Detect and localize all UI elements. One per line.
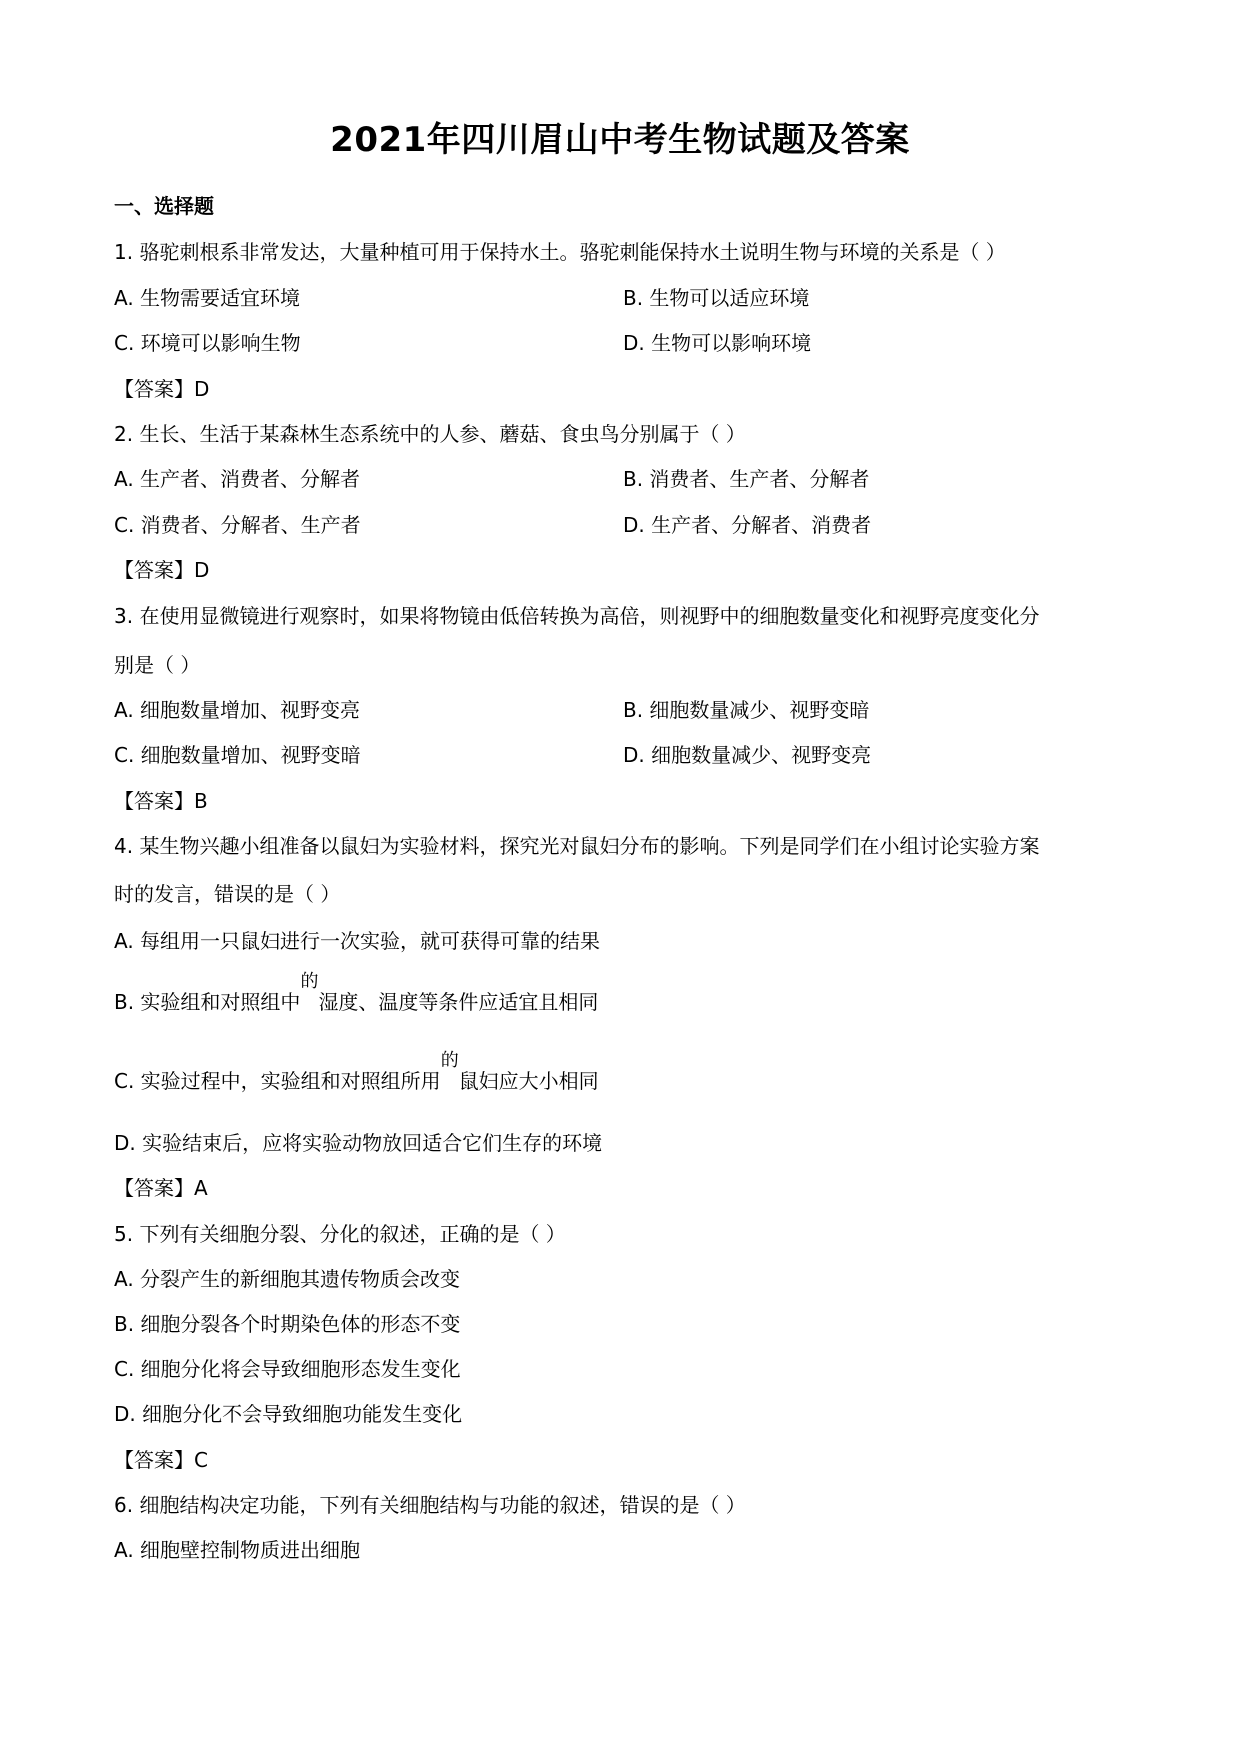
section-heading: 一、选择题 xyxy=(114,194,214,218)
question-1-answer: 【答案】D xyxy=(114,377,210,401)
question-2-option-a: A. 生产者、消费者、分解者 xyxy=(114,467,361,491)
question-2-answer: 【答案】D xyxy=(114,558,210,582)
question-4-option-b xyxy=(114,971,599,1014)
question-3-option-c: C. 细胞数量增加、视野变暗 xyxy=(114,743,361,767)
question-4-option-c xyxy=(114,1050,599,1093)
question-4-option-b-part-1: B. 实验组和对照组中 xyxy=(114,990,301,1014)
question-1-option-c: C. 环境可以影响生物 xyxy=(114,331,301,355)
question-5-option-d: D. 细胞分化不会导致细胞功能发生变化 xyxy=(114,1402,463,1426)
question-3-answer: 【答案】B xyxy=(114,789,208,813)
question-5-stem: 5. 下列有关细胞分裂、分化的叙述，正确的是（ ） xyxy=(114,1222,566,1246)
question-1-option-a: A. 生物需要适宜环境 xyxy=(114,286,301,310)
question-2-option-b: B. 消费者、生产者、分解者 xyxy=(623,467,870,491)
question-4-answer: 【答案】A xyxy=(114,1176,208,1200)
question-4-option-c-part-1: C. 实验过程中，实验组和对照组所用 xyxy=(114,1069,441,1093)
question-1-option-d: D. 生物可以影响环境 xyxy=(623,331,812,355)
question-3-stem-line-2: 别是（ ） xyxy=(114,653,201,677)
question-6-option-a: A. 细胞壁控制物质进出细胞 xyxy=(114,1538,361,1562)
question-3-option-a: A. 细胞数量增加、视野变亮 xyxy=(114,698,361,722)
question-5-option-b: B. 细胞分裂各个时期染色体的形态不变 xyxy=(114,1312,461,1336)
question-1-option-b: B. 生物可以适应环境 xyxy=(623,286,810,310)
question-4-option-c-superscript: 的 xyxy=(440,1050,459,1071)
question-2-option-d: D. 生产者、分解者、消费者 xyxy=(623,513,872,537)
question-4-option-a: A. 每组用一只鼠妇进行一次实验，就可获得可靠的结果 xyxy=(114,929,601,953)
page-title: 2021年四川眉山中考生物试题及答案 xyxy=(330,120,910,160)
question-2-stem: 2. 生长、生活于某森林生态系统中的人参、蘑菇、食虫鸟分别属于（ ） xyxy=(114,422,746,446)
question-4-stem-line-1: 4. 某生物兴趣小组准备以鼠妇为实验材料，探究光对鼠妇分布的影响。下列是同学们在小组讨论实验方案 xyxy=(114,834,1040,858)
question-4-option-b-superscript: 的 xyxy=(300,971,319,992)
question-1-stem: 1. 骆驼刺根系非常发达，大量种植可用于保持水土。骆驼刺能保持水土说明生物与环境的关系是（ ） xyxy=(114,240,1006,264)
question-3-option-d: D. 细胞数量减少、视野变亮 xyxy=(623,743,872,767)
question-3-option-b: B. 细胞数量减少、视野变暗 xyxy=(623,698,870,722)
question-4-option-b-part-2: 湿度、温度等条件应适宜且相同 xyxy=(318,990,599,1014)
question-6-stem: 6. 细胞结构决定功能，下列有关细胞结构与功能的叙述，错误的是（ ） xyxy=(114,1493,746,1517)
question-5-answer: 【答案】C xyxy=(114,1448,208,1472)
question-5-option-a: A. 分裂产生的新细胞其遗传物质会改变 xyxy=(114,1267,461,1291)
question-2-option-c: C. 消费者、分解者、生产者 xyxy=(114,513,361,537)
question-3-stem-line-1: 3. 在使用显微镜进行观察时，如果将物镜由低倍转换为高倍，则视野中的细胞数量变化和视野亮度变化分 xyxy=(114,604,1040,628)
question-5-option-c: C. 细胞分化将会导致细胞形态发生变化 xyxy=(114,1357,461,1381)
question-4-option-d: D. 实验结束后，应将实验动物放回适合它们生存的环境 xyxy=(114,1131,603,1155)
question-4-option-c-part-2: 鼠妇应大小相同 xyxy=(458,1069,599,1093)
question-4-stem-line-2: 时的发言，错误的是（ ） xyxy=(114,882,341,906)
